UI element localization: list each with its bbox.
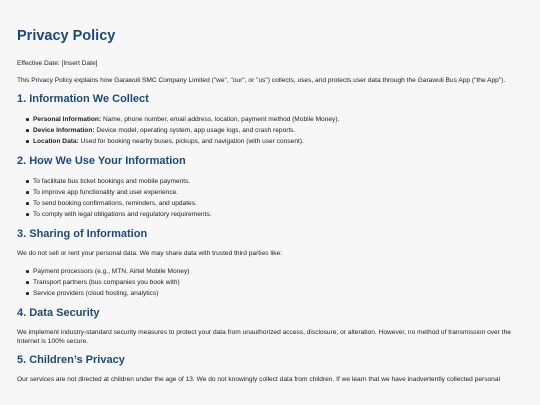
childrens-privacy-text: Our services are not directed at children under the age of 13. We do not knowingly collect data from children. If we learn that we have inadvertently collected personal [17, 376, 500, 383]
list-item-label: Location Data: [33, 138, 79, 145]
section-heading-childrens-privacy: 5. Children’s Privacy [17, 354, 125, 366]
information-collected-list [17, 114, 522, 147]
list-item-text: Name, phone number, email address, location, payment method (Mobile Money). [101, 116, 340, 123]
list-item-label: Device Information: [33, 127, 95, 134]
section-heading-sharing: 3. Sharing of Information [17, 228, 148, 240]
section-heading-data-security: 4. Data Security [17, 307, 100, 319]
list-item-text: Device model, operating system, app usage logs, and crash reports. [94, 127, 296, 134]
list-item [33, 136, 522, 147]
list-item: To improve app functionality and user experience. [33, 187, 522, 198]
effective-date: Effective Date: [Insert Date] [17, 60, 98, 67]
usage-list [17, 176, 522, 220]
intro-paragraph: This Privacy Policy explains how Garawuli SMC Company Limited ("we", "our", or "us") collects, uses, and protects user data through the Garawuli Bus App ("the App"). [17, 77, 506, 84]
list-item [33, 125, 522, 136]
sharing-intro: We do not sell or rent your personal data. We may share data with trusted third parties like: [17, 250, 283, 257]
list-item: To send booking confirmations, reminders, and updates. [33, 198, 522, 209]
list-item-label: Personal Information: [33, 116, 102, 123]
section-heading-information-we-collect: 1. Information We Collect [17, 93, 149, 105]
section-heading-how-we-use: 2. How We Use Your Information [17, 155, 186, 167]
data-security-text: We implement industry-standard security measures to protect your data from unauthorized access, disclosure, or alteration. However, no method of transmission over the Internet is 100% secure. [17, 329, 511, 345]
list-item-text: Used for booking nearby buses, pickups, and navigation (with user consent). [78, 138, 304, 145]
list-item: To comply with legal obligations and regulatory requirements. [33, 209, 522, 220]
page-title: Privacy Policy [17, 28, 116, 44]
list-item: Service providers (cloud hosting, analytics) [33, 288, 522, 299]
list-item [33, 114, 522, 125]
list-item: Payment processors (e.g., MTN, Airtel Mobile Money) [33, 266, 522, 277]
sharing-list [17, 266, 522, 299]
list-item: To facilitate bus ticket bookings and mobile payments. [33, 176, 522, 187]
list-item: Transport partners (bus companies you book with) [33, 277, 522, 288]
